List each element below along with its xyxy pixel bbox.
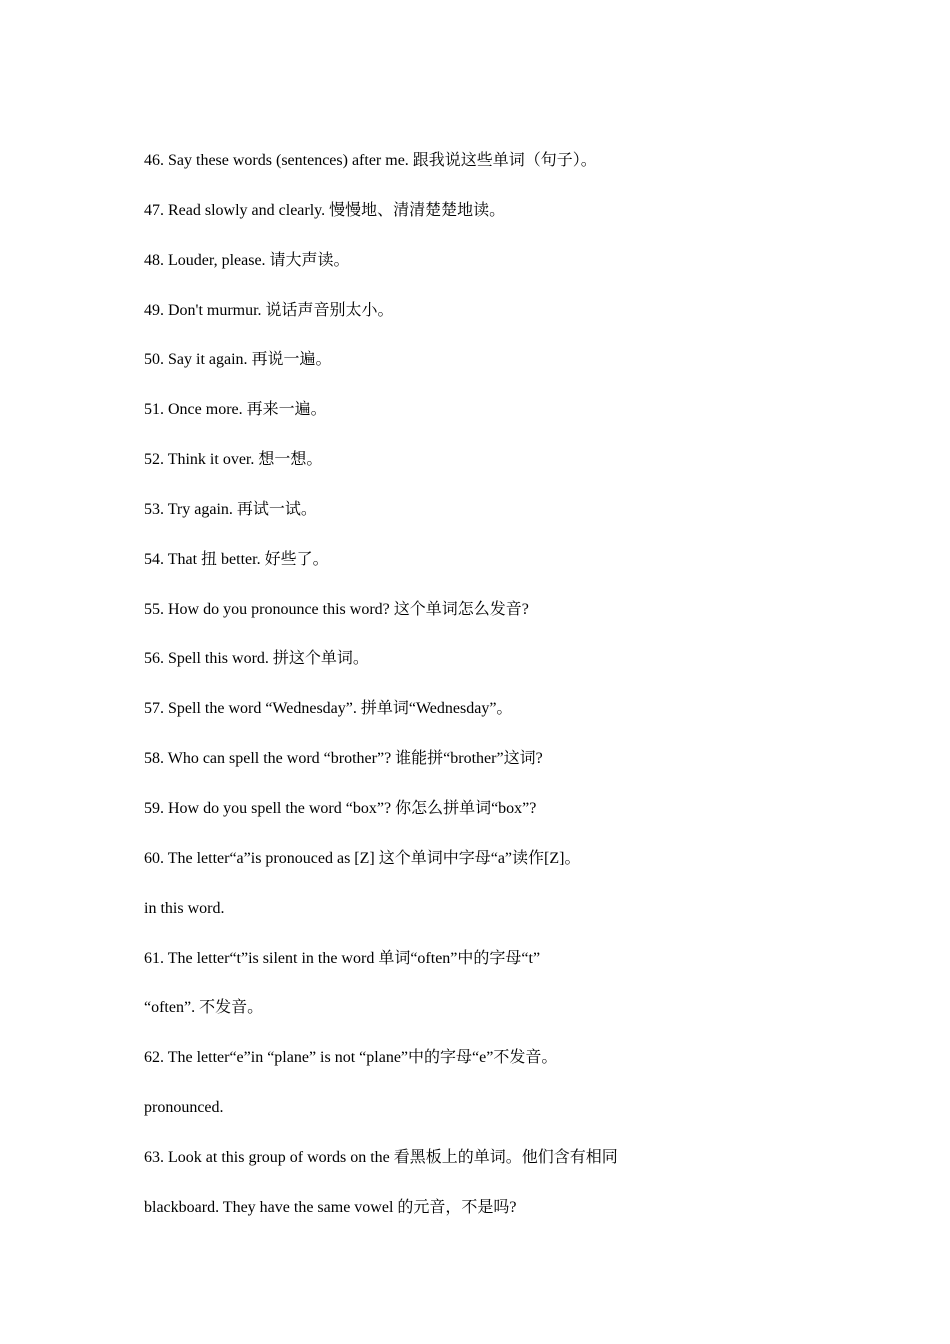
text-line: 51. Once more. 再来一遍。: [144, 401, 327, 419]
text-line: 61. The letter“t”is silent in the word 单词“often”中的字母“t”: [144, 949, 541, 967]
text-line: 62. The letter“e”in “plane” is not “plane”中的字母“e”不发音。: [144, 1049, 558, 1067]
text-line: 47. Read slowly and clearly. 慢慢地、清清楚楚地读。: [144, 201, 506, 219]
text-line: 52. Think it over. 想一想。: [144, 451, 323, 469]
text-line: pronounced.: [144, 1099, 224, 1117]
text-line: 63. Look at this group of words on the 看黑板上的单词。他们含有相同: [144, 1148, 618, 1166]
text-line: 54. That 扭 better. 好些了。: [144, 550, 329, 568]
text-line: 57. Spell the word “Wednesday”. 拼单词“Wednesday”。: [144, 700, 513, 718]
text-line: 50. Say it again. 再说一遍。: [144, 351, 332, 369]
text-line: 48. Louder, please. 请大声读。: [144, 251, 350, 269]
text-line: 46. Say these words (sentences) after me. 跟我说这些单词（句子）。: [144, 152, 597, 169]
text-line: 59. How do you spell the word “box”? 你怎么拼单词“box”?: [144, 799, 537, 817]
text-line: 55. How do you pronounce this word? 这个单词怎么发音?: [144, 600, 529, 618]
text-line: 49. Don't murmur. 说话声音别太小。: [144, 301, 394, 319]
text-line: in this word.: [144, 899, 225, 917]
text-line: 58. Who can spell the word “brother”? 谁能拼“brother”这词?: [144, 750, 543, 768]
text-line: “often”. 不发音。: [144, 999, 264, 1017]
text-line: blackboard. They have the same vowel 的元音，不是吗?: [144, 1198, 517, 1216]
text-line: 56. Spell this word. 拼这个单词。: [144, 650, 369, 668]
text-line: 53. Try again. 再试一试。: [144, 500, 317, 518]
document-body: [144, 149, 864, 1246]
text-line: 60. The letter“a”is pronouced as [Z] 这个单词中字母“a”读作[Z]。: [144, 849, 581, 867]
